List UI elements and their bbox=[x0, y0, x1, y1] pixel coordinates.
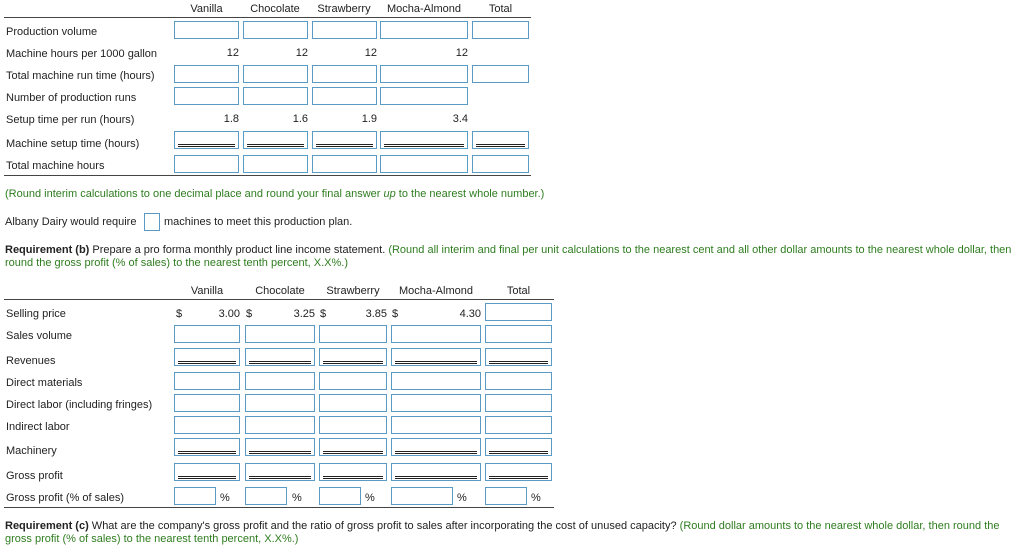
run-time-vanilla-input[interactable] bbox=[174, 65, 239, 83]
revenues-strawberry-input[interactable] bbox=[319, 348, 387, 366]
requirement-c bbox=[5, 520, 1020, 546]
machinery-total-input[interactable] bbox=[485, 438, 552, 456]
rounding-note-a-emphasis: up bbox=[383, 188, 396, 200]
row-label-machine-setup-time: Machine setup time (hours) bbox=[6, 138, 140, 150]
setup-time-vanilla: 1.8 bbox=[223, 113, 239, 125]
row-label-setup-time: Setup time per run (hours) bbox=[6, 114, 135, 126]
col-header-total: Total bbox=[488, 3, 513, 15]
table-b-bottom-line bbox=[4, 507, 554, 508]
direct-materials-total-input[interactable] bbox=[485, 372, 552, 390]
row-label-selling-price: Selling price bbox=[6, 308, 66, 320]
run-time-strawberry-input[interactable] bbox=[312, 65, 377, 83]
row-label-production-volume: Production volume bbox=[6, 26, 98, 38]
col-header-vanilla-b: Vanilla bbox=[190, 285, 224, 297]
header-divider bbox=[4, 17, 531, 18]
direct-labor-strawberry-input[interactable] bbox=[319, 394, 387, 412]
revenues-chocolate-input[interactable] bbox=[245, 348, 315, 366]
machine-hours-mocha: 12 bbox=[455, 47, 468, 59]
gross-profit-chocolate-input[interactable] bbox=[245, 463, 315, 481]
requirement-b-text: Prepare a pro forma monthly product line income statement. bbox=[89, 244, 386, 256]
sales-volume-strawberry-input[interactable] bbox=[319, 325, 387, 343]
indirect-labor-total-input[interactable] bbox=[485, 416, 552, 434]
machine-hours-vanilla: 12 bbox=[226, 47, 239, 59]
total-hours-chocolate-input[interactable] bbox=[243, 155, 308, 173]
gross-profit-pct-mocha-input[interactable] bbox=[391, 487, 453, 505]
row-label-direct-materials: Direct materials bbox=[6, 377, 83, 389]
currency-chocolate: $ bbox=[246, 308, 253, 320]
run-time-mocha-input[interactable] bbox=[380, 65, 468, 83]
row-label-total-run-time: Total machine run time (hours) bbox=[6, 70, 155, 82]
machinery-vanilla-input[interactable] bbox=[174, 438, 240, 456]
total-hours-vanilla-input[interactable] bbox=[174, 155, 239, 173]
table-a-bottom-line bbox=[4, 175, 531, 176]
currency-mocha: $ bbox=[392, 308, 399, 320]
run-time-total-input[interactable] bbox=[472, 65, 529, 83]
col-header-strawberry-b: Strawberry bbox=[326, 285, 380, 297]
rounding-note-a-text: (Round interim calculations to one decimal place and round your final answer bbox=[5, 188, 384, 200]
machine-hours-chocolate: 12 bbox=[295, 47, 308, 59]
sales-volume-vanilla-input[interactable] bbox=[174, 325, 240, 343]
production-volume-vanilla-input[interactable] bbox=[174, 21, 239, 39]
albany-sentence bbox=[5, 216, 136, 228]
revenues-mocha-input[interactable] bbox=[391, 348, 481, 366]
col-header-mocha-almond-b: Mocha-Almond bbox=[399, 285, 473, 297]
setup-hours-strawberry-input[interactable] bbox=[312, 131, 377, 149]
requirement-c-title: Requirement (c) bbox=[5, 520, 89, 532]
machines-required-input[interactable] bbox=[144, 213, 160, 231]
direct-labor-total-input[interactable] bbox=[485, 394, 552, 412]
run-time-chocolate-input[interactable] bbox=[243, 65, 308, 83]
pct-sign-vanilla: % bbox=[220, 492, 230, 504]
machinery-chocolate-input[interactable] bbox=[245, 438, 315, 456]
setup-time-strawberry: 1.9 bbox=[361, 113, 377, 125]
machinery-strawberry-input[interactable] bbox=[319, 438, 387, 456]
header-divider-b bbox=[4, 299, 554, 300]
row-label-total-machine-hours: Total machine hours bbox=[6, 160, 105, 172]
col-header-strawberry: Strawberry bbox=[317, 3, 371, 15]
setup-hours-total-input[interactable] bbox=[472, 131, 529, 149]
row-label-indirect-labor: Indirect labor bbox=[6, 421, 70, 433]
revenues-total-input[interactable] bbox=[485, 348, 552, 366]
setup-time-mocha: 3.4 bbox=[452, 113, 468, 125]
selling-price-mocha: 4.30 bbox=[459, 308, 481, 320]
requirement-b bbox=[5, 244, 1020, 270]
sales-volume-mocha-input[interactable] bbox=[391, 325, 481, 343]
rounding-note-a-end: to the nearest whole number.) bbox=[395, 188, 545, 200]
setup-hours-chocolate-input[interactable] bbox=[243, 131, 308, 149]
rounding-note-a bbox=[5, 188, 544, 200]
col-header-chocolate-b: Chocolate bbox=[255, 285, 305, 297]
setup-hours-vanilla-input[interactable] bbox=[174, 131, 239, 149]
revenues-vanilla-input[interactable] bbox=[174, 348, 240, 366]
indirect-labor-vanilla-input[interactable] bbox=[174, 416, 240, 434]
indirect-labor-mocha-input[interactable] bbox=[391, 416, 481, 434]
setup-hours-mocha-input[interactable] bbox=[380, 131, 468, 149]
direct-materials-vanilla-input[interactable] bbox=[174, 372, 240, 390]
row-label-revenues: Revenues bbox=[6, 355, 56, 367]
currency-vanilla: $ bbox=[176, 308, 183, 320]
gross-profit-pct-total-input[interactable] bbox=[485, 487, 527, 505]
col-header-vanilla: Vanilla bbox=[190, 3, 223, 15]
pct-sign-strawberry: % bbox=[365, 492, 375, 504]
gross-profit-pct-strawberry-input[interactable] bbox=[319, 487, 361, 505]
row-label-machinery: Machinery bbox=[6, 445, 57, 457]
requirement-b-title: Requirement (b) bbox=[5, 244, 90, 256]
selling-price-total-input[interactable] bbox=[485, 303, 552, 321]
col-header-total-b: Total bbox=[506, 285, 531, 297]
total-hours-mocha-input[interactable] bbox=[380, 155, 468, 173]
pct-sign-chocolate: % bbox=[292, 492, 302, 504]
total-hours-total-input[interactable] bbox=[472, 155, 529, 173]
runs-chocolate-input[interactable] bbox=[243, 87, 308, 105]
direct-materials-chocolate-input[interactable] bbox=[245, 372, 315, 390]
sales-volume-total-input[interactable] bbox=[485, 325, 552, 343]
requirement-b-instruction: (Round all interim and final per unit calculations to the nearest cent and all other dollar amounts to the nearest whole dollar, then round the gross profit (% of sales) to the nearest tenth percent, X.X%.) bbox=[5, 244, 1012, 269]
production-volume-strawberry-input[interactable] bbox=[312, 21, 377, 39]
direct-labor-vanilla-input[interactable] bbox=[174, 394, 240, 412]
selling-price-chocolate: 3.25 bbox=[293, 308, 315, 320]
machine-hours-strawberry: 12 bbox=[364, 47, 377, 59]
direct-materials-strawberry-input[interactable] bbox=[319, 372, 387, 390]
production-volume-total-input[interactable] bbox=[472, 21, 529, 39]
albany-prefix: Albany Dairy would require bbox=[5, 216, 137, 228]
col-header-chocolate: Chocolate bbox=[250, 3, 300, 15]
total-hours-strawberry-input[interactable] bbox=[312, 155, 377, 173]
requirement-c-instruction: (Round dollar amounts to the nearest whole dollar, then round the gross profit (% of sales) to the nearest tenth percent, X.X%.) bbox=[5, 520, 1000, 545]
setup-time-chocolate: 1.6 bbox=[292, 113, 308, 125]
gross-profit-vanilla-input[interactable] bbox=[174, 463, 240, 481]
row-label-direct-labor: Direct labor (including fringes) bbox=[6, 399, 153, 411]
runs-strawberry-input[interactable] bbox=[312, 87, 377, 105]
row-label-sales-volume: Sales volume bbox=[6, 330, 73, 342]
runs-mocha-input[interactable] bbox=[380, 87, 468, 105]
requirement-c-text: What are the company's gross profit and the ratio of gross profit to sales after incorporating the cost of unused capacity? bbox=[88, 520, 677, 532]
indirect-labor-chocolate-input[interactable] bbox=[245, 416, 315, 434]
production-volume-mocha-input[interactable] bbox=[380, 21, 468, 39]
selling-price-strawberry: 3.85 bbox=[365, 308, 387, 320]
albany-suffix: machines to meet this production plan. bbox=[164, 216, 353, 228]
production-volume-chocolate-input[interactable] bbox=[243, 21, 308, 39]
gross-profit-total-input[interactable] bbox=[485, 463, 552, 481]
row-label-gross-profit: Gross profit bbox=[6, 470, 63, 482]
sales-volume-chocolate-input[interactable] bbox=[245, 325, 315, 343]
machinery-mocha-input[interactable] bbox=[391, 438, 481, 456]
row-label-machine-hours: Machine hours per 1000 gallon bbox=[6, 48, 158, 60]
indirect-labor-strawberry-input[interactable] bbox=[319, 416, 387, 434]
gross-profit-pct-chocolate-input[interactable] bbox=[245, 487, 287, 505]
direct-labor-mocha-input[interactable] bbox=[391, 394, 481, 412]
row-label-production-runs: Number of production runs bbox=[6, 92, 137, 104]
row-label-gross-profit-pct: Gross profit (% of sales) bbox=[6, 492, 124, 504]
direct-labor-chocolate-input[interactable] bbox=[245, 394, 315, 412]
pct-sign-mocha: % bbox=[457, 492, 467, 504]
direct-materials-mocha-input[interactable] bbox=[391, 372, 481, 390]
gross-profit-pct-vanilla-input[interactable] bbox=[174, 487, 216, 505]
selling-price-vanilla: 3.00 bbox=[218, 308, 240, 320]
gross-profit-mocha-input[interactable] bbox=[391, 463, 481, 481]
runs-vanilla-input[interactable] bbox=[174, 87, 239, 105]
currency-strawberry: $ bbox=[320, 308, 327, 320]
gross-profit-strawberry-input[interactable] bbox=[319, 463, 387, 481]
pct-sign-total: % bbox=[531, 492, 541, 504]
col-header-mocha-almond: Mocha-Almond bbox=[387, 3, 461, 15]
